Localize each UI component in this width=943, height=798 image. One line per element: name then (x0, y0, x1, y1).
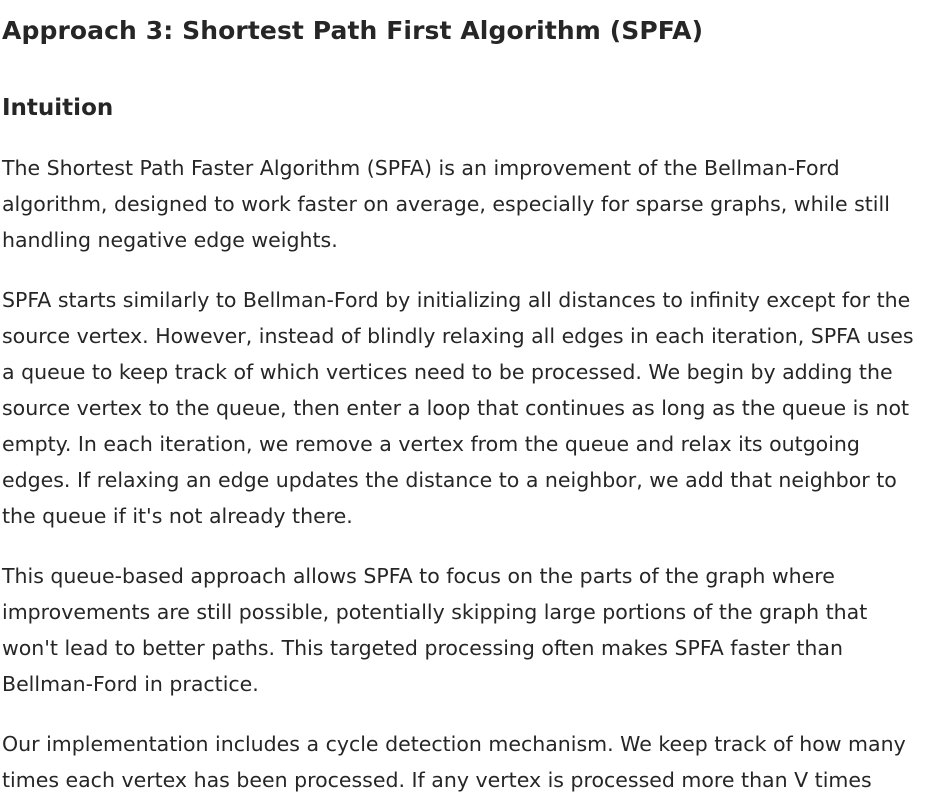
paragraph-line: source vertex. However, instead of blindly relaxing all edges in each iteration, SPFA uses (2, 324, 914, 348)
paragraph-line: improvements are still possible, potentially skipping large portions of the graph that (2, 600, 868, 624)
paragraph-line: algorithm, designed to work faster on average, especially for sparse graphs, while still (2, 192, 890, 216)
paragraph-line: handling negative edge weights. (2, 228, 338, 252)
paragraph-line: This queue-based approach allows SPFA to focus on the parts of the graph where (2, 564, 835, 588)
paragraph-line: the queue if it's not already there. (2, 504, 353, 528)
section-heading-intuition: Intuition (2, 95, 114, 121)
paragraph-line: SPFA starts similarly to Bellman-Ford by initializing all distances to infinity except for the (2, 288, 911, 312)
paragraph-line: The Shortest Path Faster Algorithm (SPFA) is an improvement of the Bellman-Ford (2, 156, 840, 180)
paragraph-line: edges. If relaxing an edge updates the distance to a neighbor, we add that neighbor to (2, 468, 897, 492)
paragraph (2, 558, 940, 702)
paragraph-line: a queue to keep track of which vertices need to be processed. We begin by adding the (2, 360, 893, 384)
page-title: Approach 3: Shortest Path First Algorithm (SPFA) (2, 16, 704, 45)
paragraph (2, 282, 940, 534)
paragraph-line: won't lead to better paths. This targeted processing often makes SPFA faster than (2, 636, 843, 660)
paragraph-line: Bellman-Ford in practice. (2, 672, 259, 696)
paragraph-line: Our implementation includes a cycle detection mechanism. We keep track of how many (2, 732, 906, 756)
paragraph-line: times each vertex has been processed. If any vertex is processed more than V times (2, 768, 872, 792)
paragraph-line: source vertex to the queue, then enter a loop that continues as long as the queue is not (2, 396, 910, 420)
paragraph-line: empty. In each iteration, we remove a vertex from the queue and relax its outgoing (2, 432, 860, 456)
paragraph (2, 726, 940, 798)
paragraph (2, 150, 940, 258)
